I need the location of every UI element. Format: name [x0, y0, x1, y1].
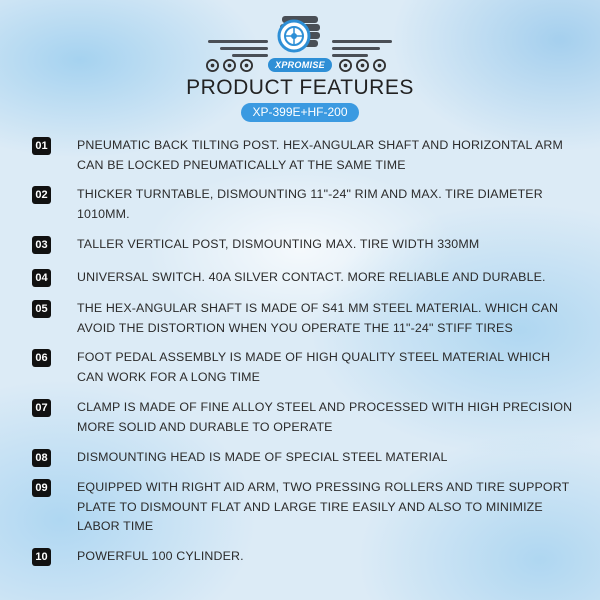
feature-text	[77, 136, 582, 175]
page-title: PRODUCT FEATURES	[186, 76, 414, 99]
feature-line: PNEUMATIC BACK TILTING POST. HEX-ANGULAR SHAFT AND HORIZONTAL ARM	[77, 138, 563, 152]
feature-number: 02	[32, 186, 51, 204]
feature-line: THE HEX-ANGULAR SHAFT IS MADE OF S41 MM STEEL MATERIAL. WHICH CAN	[77, 301, 559, 315]
feature-text	[77, 299, 582, 338]
feature-line: UNIVERSAL SWITCH. 40A SILVER CONTACT. MORE RELIABLE AND DURABLE.	[77, 270, 546, 284]
feature-number: 01	[32, 137, 51, 155]
feature-text	[77, 398, 582, 437]
feature-line: FOOT PEDAL ASSEMBLY IS MADE OF HIGH QUALITY STEEL MATERIAL WHICH	[77, 350, 551, 364]
model-badge: XP-399E+HF-200	[241, 103, 359, 122]
feature-line: DISMOUNTING HEAD IS MADE OF SPECIAL STEEL MATERIAL	[77, 450, 448, 464]
brand-logo: XPROMISE	[268, 58, 332, 72]
feature-number: 05	[32, 300, 51, 318]
feature-number: 09	[32, 479, 51, 497]
feature-text	[77, 547, 582, 567]
feature-text	[77, 478, 582, 537]
feature-line: CLAMP IS MADE OF FINE ALLOY STEEL AND PROCESSED WITH HIGH PRECISION	[77, 400, 573, 414]
feature-line: AVOID THE DISTORTION WHEN YOU OPERATE THE 11"-24" STIFF TIRES	[77, 320, 513, 335]
feature-line: POWERFUL 100 CYLINDER.	[77, 549, 244, 563]
feature-line: LABOR TIME	[77, 519, 154, 533]
feature-number: 08	[32, 449, 51, 467]
feature-line: EQUIPPED WITH RIGHT AID ARM, TWO PRESSING ROLLERS AND TIRE SUPPORT	[77, 480, 570, 494]
feature-number: 04	[32, 269, 51, 287]
feature-line: 1010MM.	[77, 206, 130, 221]
feature-text	[77, 268, 582, 288]
feature-line: MORE SOLID AND DURABLE TO OPERATE	[77, 419, 333, 434]
feature-line: TALLER VERTICAL POST, DISMOUNTING MAX. TIRE WIDTH 330MM	[77, 237, 480, 251]
feature-text	[77, 185, 582, 224]
feature-line: PLATE TO DISMOUNT FLAT AND LARGE TIRE EASILY AND ALSO TO MINIMIZE	[77, 499, 543, 514]
feature-line: CAN WORK FOR A LONG TIME	[77, 369, 261, 384]
feature-number: 06	[32, 349, 51, 367]
feature-line: CAN BE LOCKED PNEUMATICALLY AT THE SAME TIME	[77, 157, 406, 172]
feature-number: 07	[32, 399, 51, 417]
feature-text	[77, 348, 582, 387]
feature-text	[77, 235, 582, 255]
feature-text	[77, 448, 582, 468]
feature-number: 03	[32, 236, 51, 254]
feature-line: THICKER TURNTABLE, DISMOUNTING 11"-24" RIM AND MAX. TIRE DIAMETER	[77, 187, 543, 201]
feature-number: 10	[32, 548, 51, 566]
